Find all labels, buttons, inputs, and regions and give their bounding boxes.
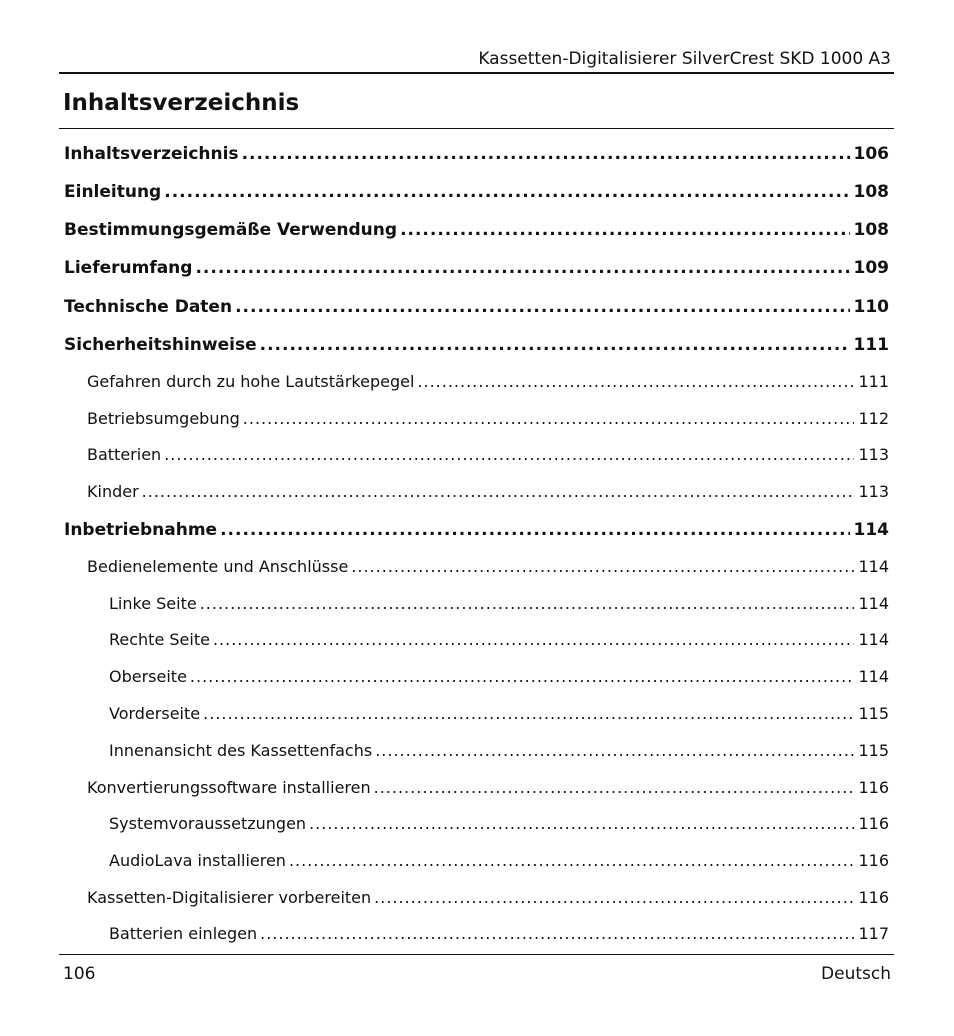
- toc-dot-leader: [200, 592, 855, 616]
- toc-entry[interactable]: [64, 180, 889, 204]
- toc-entry-label: Bestimmungsgemäße Verwendung: [64, 220, 398, 240]
- toc-dot-leader: [242, 142, 850, 166]
- toc-dot-leader: [220, 518, 849, 542]
- toc-entry-page: 113: [858, 482, 889, 501]
- page-title: Inhaltsverzeichnis: [63, 90, 300, 116]
- toc-entry-page: 112: [858, 409, 889, 428]
- toc-entry-page: 108: [853, 220, 889, 240]
- toc-entry-label: Inbetriebnahme: [64, 520, 218, 540]
- toc-entry-label: Gefahren durch zu hohe Lautstärkepegel: [87, 372, 415, 391]
- toc-dot-leader: [190, 665, 855, 689]
- toc-dot-leader: [195, 256, 849, 280]
- toc-entry-page: 108: [853, 182, 889, 202]
- toc-entry-page: 114: [858, 594, 889, 613]
- toc-entry[interactable]: [109, 592, 889, 616]
- footer-language: Deutsch: [821, 964, 891, 984]
- toc-entry[interactable]: [64, 142, 889, 166]
- toc-entry-label: Linke Seite: [109, 594, 197, 613]
- toc-entry-page: 111: [858, 372, 889, 391]
- toc-entry-page: 114: [858, 557, 889, 576]
- toc-dot-leader: [289, 849, 855, 873]
- toc-entry-label: Technische Daten: [64, 297, 233, 317]
- toc-entry-label: Kassetten-Digitalisierer vorbereiten: [87, 888, 372, 907]
- toc-entry[interactable]: [87, 776, 889, 800]
- toc-entry-label: Sicherheitshinweise: [64, 335, 257, 355]
- toc-entry-label: Kinder: [87, 482, 139, 501]
- toc-entry-page: 116: [858, 778, 889, 797]
- toc-entry-label: AudioLava installieren: [109, 851, 286, 870]
- toc-entry-page: 115: [858, 704, 889, 723]
- toc-dot-leader: [309, 812, 854, 836]
- toc-dot-leader: [375, 739, 854, 763]
- toc-entry-page: 106: [853, 144, 889, 164]
- toc-dot-leader: [243, 407, 855, 431]
- toc-dot-leader: [374, 886, 854, 910]
- toc-entry-page: 110: [853, 297, 889, 317]
- toc-entry-page: 115: [858, 741, 889, 760]
- toc-dot-leader: [164, 443, 854, 467]
- toc-entry-label: Systemvoraussetzungen: [109, 814, 307, 833]
- toc-dot-leader: [235, 295, 849, 319]
- toc-entry[interactable]: [64, 518, 889, 542]
- toc-dot-leader: [164, 180, 849, 204]
- toc-entry-page: 109: [853, 258, 889, 278]
- toc-entry-page: 114: [858, 667, 889, 686]
- toc-entry-label: Lieferumfang: [64, 258, 193, 278]
- toc-dot-leader: [260, 922, 854, 946]
- toc-entry[interactable]: [87, 370, 889, 394]
- toc-entry[interactable]: [87, 886, 889, 910]
- toc-entry[interactable]: [109, 702, 889, 726]
- toc-entry[interactable]: [109, 628, 889, 652]
- toc-dot-leader: [213, 628, 855, 652]
- toc-entry[interactable]: [109, 739, 889, 763]
- toc-entry[interactable]: [109, 922, 889, 946]
- toc-entry[interactable]: [64, 218, 889, 242]
- toc-entry-label: Inhaltsverzeichnis: [64, 144, 239, 164]
- footer-rule: [59, 954, 894, 955]
- toc-entry-page: 114: [858, 630, 889, 649]
- toc-entry-page: 116: [858, 851, 889, 870]
- toc-entry-label: Rechte Seite: [109, 630, 210, 649]
- toc-entry-label: Batterien einlegen: [109, 924, 258, 943]
- toc-dot-leader: [203, 702, 854, 726]
- toc-entry-label: Betriebsumgebung: [87, 409, 240, 428]
- toc-dot-leader: [374, 776, 855, 800]
- running-header-title: Kassetten-Digitalisierer SilverCrest SKD 1000 A3: [478, 49, 891, 69]
- toc-entry[interactable]: [109, 849, 889, 873]
- footer-page-number: 106: [63, 964, 96, 984]
- toc-entry-label: Einleitung: [64, 182, 162, 202]
- toc-dot-leader: [351, 555, 854, 579]
- toc-entry[interactable]: [64, 295, 889, 319]
- toc-entry[interactable]: [64, 256, 889, 280]
- toc-dot-leader: [260, 333, 850, 357]
- toc-entry[interactable]: [87, 480, 889, 504]
- toc-entry-label: Konvertierungssoftware installieren: [87, 778, 371, 797]
- toc-entry-label: Innenansicht des Kassettenfachs: [109, 741, 373, 760]
- toc-entry-page: 114: [853, 520, 889, 540]
- toc-entry-label: Batterien: [87, 445, 162, 464]
- toc-entry-page: 111: [853, 335, 889, 355]
- toc-entry-label: Oberseite: [109, 667, 187, 686]
- toc-entry[interactable]: [64, 333, 889, 357]
- toc-entry-page: 113: [858, 445, 889, 464]
- toc-dot-leader: [400, 218, 849, 242]
- toc-entry-page: 116: [858, 888, 889, 907]
- toc-dot-leader: [142, 480, 855, 504]
- toc-entry[interactable]: [109, 812, 889, 836]
- toc-entry[interactable]: [109, 665, 889, 689]
- toc-entry-page: 116: [858, 814, 889, 833]
- toc-entry-label: Vorderseite: [109, 704, 201, 723]
- toc-dot-leader: [417, 370, 854, 394]
- toc-entry-label: Bedienelemente und Anschlüsse: [87, 557, 349, 576]
- toc-entry[interactable]: [87, 555, 889, 579]
- toc-entry[interactable]: [87, 407, 889, 431]
- toc-entry[interactable]: [87, 443, 889, 467]
- toc-entry-page: 117: [858, 924, 889, 943]
